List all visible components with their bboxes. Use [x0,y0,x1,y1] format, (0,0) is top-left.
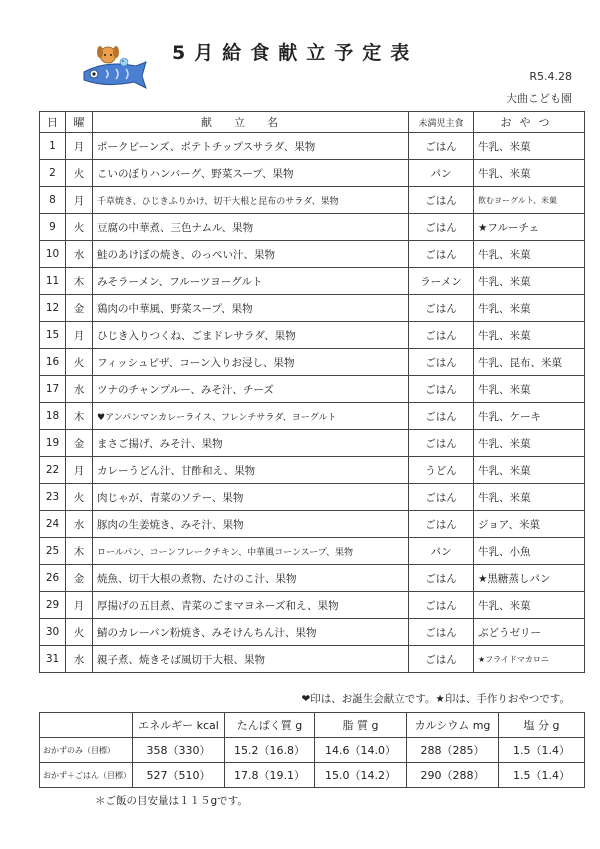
menu-staple: ごはん [409,646,474,673]
menu-day: 30 [40,619,66,646]
menu-staple: ごはん [409,295,474,322]
menu-day: 9 [40,214,66,241]
menu-dishes: 鮭のあけぼの焼き、のっぺい汁、果物 [93,241,409,268]
nutrition-row-label: おかず＋ごはん（目標） [40,763,133,788]
header-weekday: 曜 [66,112,93,133]
menu-staple: ごはん [409,511,474,538]
menu-snack: 牛乳、米菓 [474,241,585,268]
menu-staple: うどん [409,457,474,484]
menu-dishes: 千草焼き、ひじきふりかけ、切干大根と昆布のサラダ、果物 [93,187,409,214]
menu-row [40,268,585,295]
menu-snack: 牛乳、米菓 [474,592,585,619]
menu-dishes: 豆腐の中華煮、三色ナムル、果物 [93,214,409,241]
school-name: 大曲こども園 [506,92,572,105]
menu-snack: 牛乳、米菓 [474,430,585,457]
menu-row [40,484,585,511]
menu-snack: 牛乳、米菓 [474,376,585,403]
menu-table [39,111,585,673]
menu-row [40,376,585,403]
menu-staple: ごはん [409,349,474,376]
page-title: 5月給食献立予定表 [172,42,419,64]
menu-row [40,592,585,619]
nutrition-corner [40,713,133,738]
menu-day: 25 [40,538,66,565]
menu-row [40,619,585,646]
menu-row [40,565,585,592]
nutrition-value: 1.5（1.4） [499,763,585,788]
menu-row [40,430,585,457]
nutrition-row-label: おかずのみ（目標） [40,738,133,763]
menu-day: 10 [40,241,66,268]
menu-day: 24 [40,511,66,538]
menu-snack: 牛乳、米菓 [474,133,585,160]
nutrition-value: 358（330） [133,738,225,763]
menu-snack: ★フルーチェ [474,214,585,241]
menu-dishes: みそラーメン、フルーツヨーグルト [93,268,409,295]
menu-staple: ごはん [409,214,474,241]
menu-row [40,160,585,187]
menu-weekday: 金 [66,565,93,592]
header-menu: 献立名 [93,112,409,133]
menu-day: 11 [40,268,66,295]
nutrition-value: 14.6（14.0） [315,738,407,763]
menu-day: 15 [40,322,66,349]
menu-snack: 牛乳、米菓 [474,484,585,511]
menu-dishes: 肉じゃが、青菜のソテー、果物 [93,484,409,511]
menu-dishes: ポークビーンズ、ポテトチップスサラダ、果物 [93,133,409,160]
menu-day: 17 [40,376,66,403]
menu-day: 19 [40,430,66,457]
menu-staple: ラーメン [409,268,474,295]
menu-weekday: 月 [66,133,93,160]
menu-dishes: 親子煮、焼きそば風切干大根、果物 [93,646,409,673]
menu-snack: ぶどうゼリー [474,619,585,646]
nutrition-value: 15.0（14.2） [315,763,407,788]
rice-footnote: ＊ご飯の目安量は１１５gです。 [95,795,248,807]
menu-day: 26 [40,565,66,592]
menu-weekday: 月 [66,187,93,214]
menu-weekday: 木 [66,538,93,565]
menu-weekday: 水 [66,511,93,538]
menu-weekday: 月 [66,322,93,349]
menu-dishes: ひじき入りつくね、ごまドレサラダ、果物 [93,322,409,349]
menu-weekday: 火 [66,160,93,187]
menu-dishes: 鶏肉の中華風、野菜スープ、果物 [93,295,409,322]
menu-row [40,349,585,376]
menu-day: 23 [40,484,66,511]
menu-weekday: 月 [66,457,93,484]
menu-row [40,538,585,565]
menu-staple: ごはん [409,322,474,349]
menu-staple: ごはん [409,133,474,160]
nutrition-table [39,712,585,788]
menu-row [40,322,585,349]
nutrition-value: 15.2（16.8） [225,738,315,763]
menu-day: 29 [40,592,66,619]
menu-weekday: 火 [66,619,93,646]
menu-dishes: 焼魚、切干大根の煮物、たけのこ汁、果物 [93,565,409,592]
menu-staple: ごはん [409,619,474,646]
menu-snack: 牛乳、米菓 [474,268,585,295]
menu-staple: ごはん [409,376,474,403]
nutrition-value: 290（288） [407,763,499,788]
nutrition-value: 288（285） [407,738,499,763]
menu-weekday: 金 [66,295,93,322]
menu-weekday: 金 [66,430,93,457]
menu-weekday: 水 [66,376,93,403]
menu-row [40,403,585,430]
menu-snack: 牛乳、米菓 [474,457,585,484]
menu-day: 16 [40,349,66,376]
nutrition-row [40,763,585,788]
menu-dishes: こいのぼりハンバーグ、野菜スープ、果物 [93,160,409,187]
nutrition-header: 塩 分 g [499,713,585,738]
menu-day: 2 [40,160,66,187]
menu-dishes: 鯖のカレーパン粉焼き、みそけんちん汁、果物 [93,619,409,646]
menu-staple: ごはん [409,592,474,619]
menu-row [40,646,585,673]
menu-day: 18 [40,403,66,430]
nutrition-header-row [40,713,585,738]
menu-snack: 飲むヨーグルト、米菓 [474,187,585,214]
menu-snack: ★フライドマカロニ [474,646,585,673]
menu-snack: ★黒糖蒸しパン [474,565,585,592]
nutrition-header: カルシウム mg [407,713,499,738]
menu-staple: パン [409,538,474,565]
menu-staple: ごはん [409,187,474,214]
menu-weekday: 木 [66,268,93,295]
menu-row [40,511,585,538]
nutrition-row [40,738,585,763]
menu-row [40,241,585,268]
menu-snack: 牛乳、小魚 [474,538,585,565]
menu-day: 8 [40,187,66,214]
menu-row [40,187,585,214]
menu-snack: 牛乳、ケーキ [474,403,585,430]
header-staple: 未満児主食 [409,112,474,133]
nutrition-value: 1.5（1.4） [499,738,585,763]
menu-snack: 牛乳、米菓 [474,322,585,349]
menu-dishes: 豚肉の生姜焼き、みそ汁、果物 [93,511,409,538]
menu-weekday: 水 [66,646,93,673]
menu-row [40,214,585,241]
nutrition-header: エネルギー kcal [133,713,225,738]
menu-staple: ごはん [409,565,474,592]
menu-dishes: ツナのチャンプルー、みそ汁、チーズ [93,376,409,403]
menu-row [40,457,585,484]
menu-staple: パン [409,160,474,187]
menu-weekday: 水 [66,241,93,268]
menu-day: 22 [40,457,66,484]
menu-weekday: 火 [66,214,93,241]
nutrition-header: たんぱく質 g [225,713,315,738]
legend-note: ❤印は、お誕生会献立です。★印は、手作りおやつです。 [301,693,570,705]
nutrition-header: 脂 質 g [315,713,407,738]
menu-weekday: 火 [66,349,93,376]
menu-snack: 牛乳、米菓 [474,160,585,187]
menu-snack: 牛乳、米菓 [474,295,585,322]
menu-weekday: 木 [66,403,93,430]
menu-row [40,295,585,322]
menu-day: 31 [40,646,66,673]
menu-day: 12 [40,295,66,322]
menu-dishes: まさご揚げ、みそ汁、果物 [93,430,409,457]
koinobori-logo [76,42,150,100]
menu-dishes: カレーうどん汁、甘酢和え、果物 [93,457,409,484]
menu-staple: ごはん [409,241,474,268]
menu-weekday: 火 [66,484,93,511]
menu-snack: 牛乳、昆布、米菓 [474,349,585,376]
menu-row [40,133,585,160]
issue-date: R5.4.28 [529,70,572,83]
header-snack: おやつ [474,112,585,133]
menu-weekday: 月 [66,592,93,619]
menu-snack: ジョア、米菓 [474,511,585,538]
menu-staple: ごはん [409,430,474,457]
menu-day: 1 [40,133,66,160]
menu-dishes: ロールパン、コーンフレークチキン、中華風コーンスープ、果物 [93,538,409,565]
menu-header-row [40,112,585,133]
menu-dishes: フィッシュピザ、コーン入りお浸し、果物 [93,349,409,376]
menu-staple: ごはん [409,484,474,511]
menu-dishes: 厚揚げの五目煮、青菜のごまマヨネーズ和え、果物 [93,592,409,619]
nutrition-value: 17.8（19.1） [225,763,315,788]
menu-staple: ごはん [409,403,474,430]
menu-dishes: ♥アンパンマンカレーライス、フレンチサラダ、ヨーグルト [93,403,409,430]
nutrition-value: 527（510） [133,763,225,788]
header-day: 日 [40,112,66,133]
